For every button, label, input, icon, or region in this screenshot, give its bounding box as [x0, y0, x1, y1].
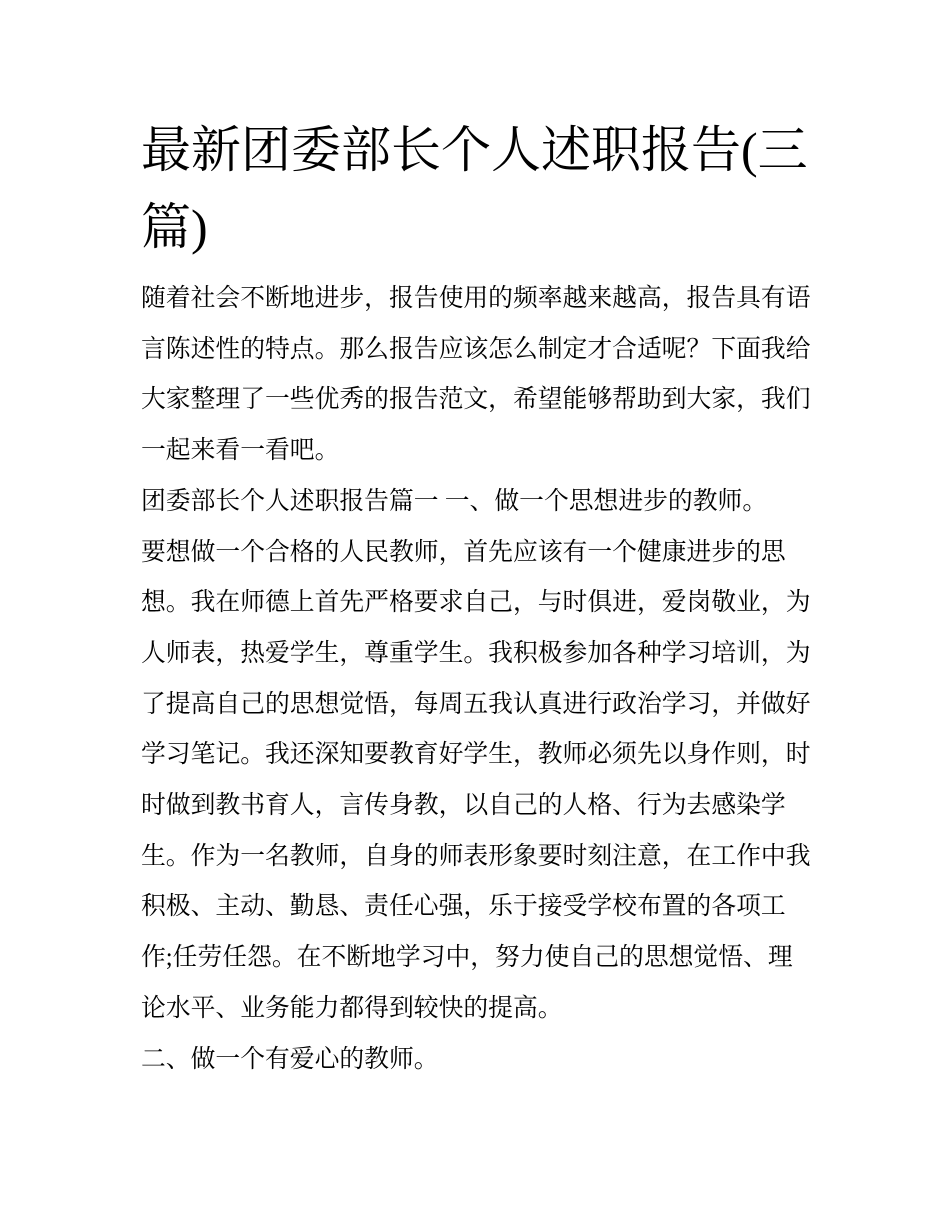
text-line: 想。我在师德上首先严格要求自己，与时俱进，爱岗敬业，为: [141, 589, 811, 617]
document-body: [141, 274, 821, 1085]
document-title: [141, 112, 821, 266]
text-line: 论水平、业务能力都得到较快的提高。: [141, 994, 563, 1022]
text-line: 一起来看一看吧。: [141, 437, 340, 465]
text-line: 了提高自己的思想觉悟，每周五我认真进行政治学习，并做好: [141, 690, 811, 718]
paragraph: [141, 477, 821, 528]
text-line: 团委部长个人述职报告篇一 一、做一个思想进步的教师。: [141, 487, 768, 515]
paragraph: [141, 1035, 821, 1086]
paragraph: [141, 274, 821, 477]
title-line: 最新团委部长个人述职报告(三: [141, 122, 808, 178]
paragraph: [141, 528, 821, 1035]
text-line: 言陈述性的特点。那么报告应该怎么制定才合适呢？下面我给: [141, 335, 811, 363]
text-line: 学习笔记。我还深知要教育好学生，教师必须先以身作则，时: [141, 741, 811, 769]
text-line: 作;任劳任怨。在不断地学习中，努力使自己的思想觉悟、理: [141, 944, 793, 972]
text-line: 人师表，热爱学生，尊重学生。我积极参加各种学习培训，为: [141, 639, 811, 667]
text-line: 要想做一个合格的人民教师，首先应该有一个健康进步的思: [141, 538, 786, 566]
text-line: 生。作为一名教师，自身的师表形象要时刻注意，在工作中我: [141, 842, 811, 870]
text-line: 随着社会不断地进步，报告使用的频率越来越高，报告具有语: [141, 285, 811, 312]
text-line: 二、做一个有爱心的教师。: [141, 1045, 439, 1073]
title-line: 篇): [141, 199, 208, 255]
text-line: 积极、主动、勤恳、责任心强，乐于接受学校布置的各项工: [141, 893, 786, 921]
document-page: [141, 112, 821, 1085]
text-line: 大家整理了一些优秀的报告范文，希望能够帮助到大家，我们: [141, 386, 811, 414]
text-line: 时做到教书育人，言传身教，以自己的人格、行为去感染学: [141, 792, 786, 820]
